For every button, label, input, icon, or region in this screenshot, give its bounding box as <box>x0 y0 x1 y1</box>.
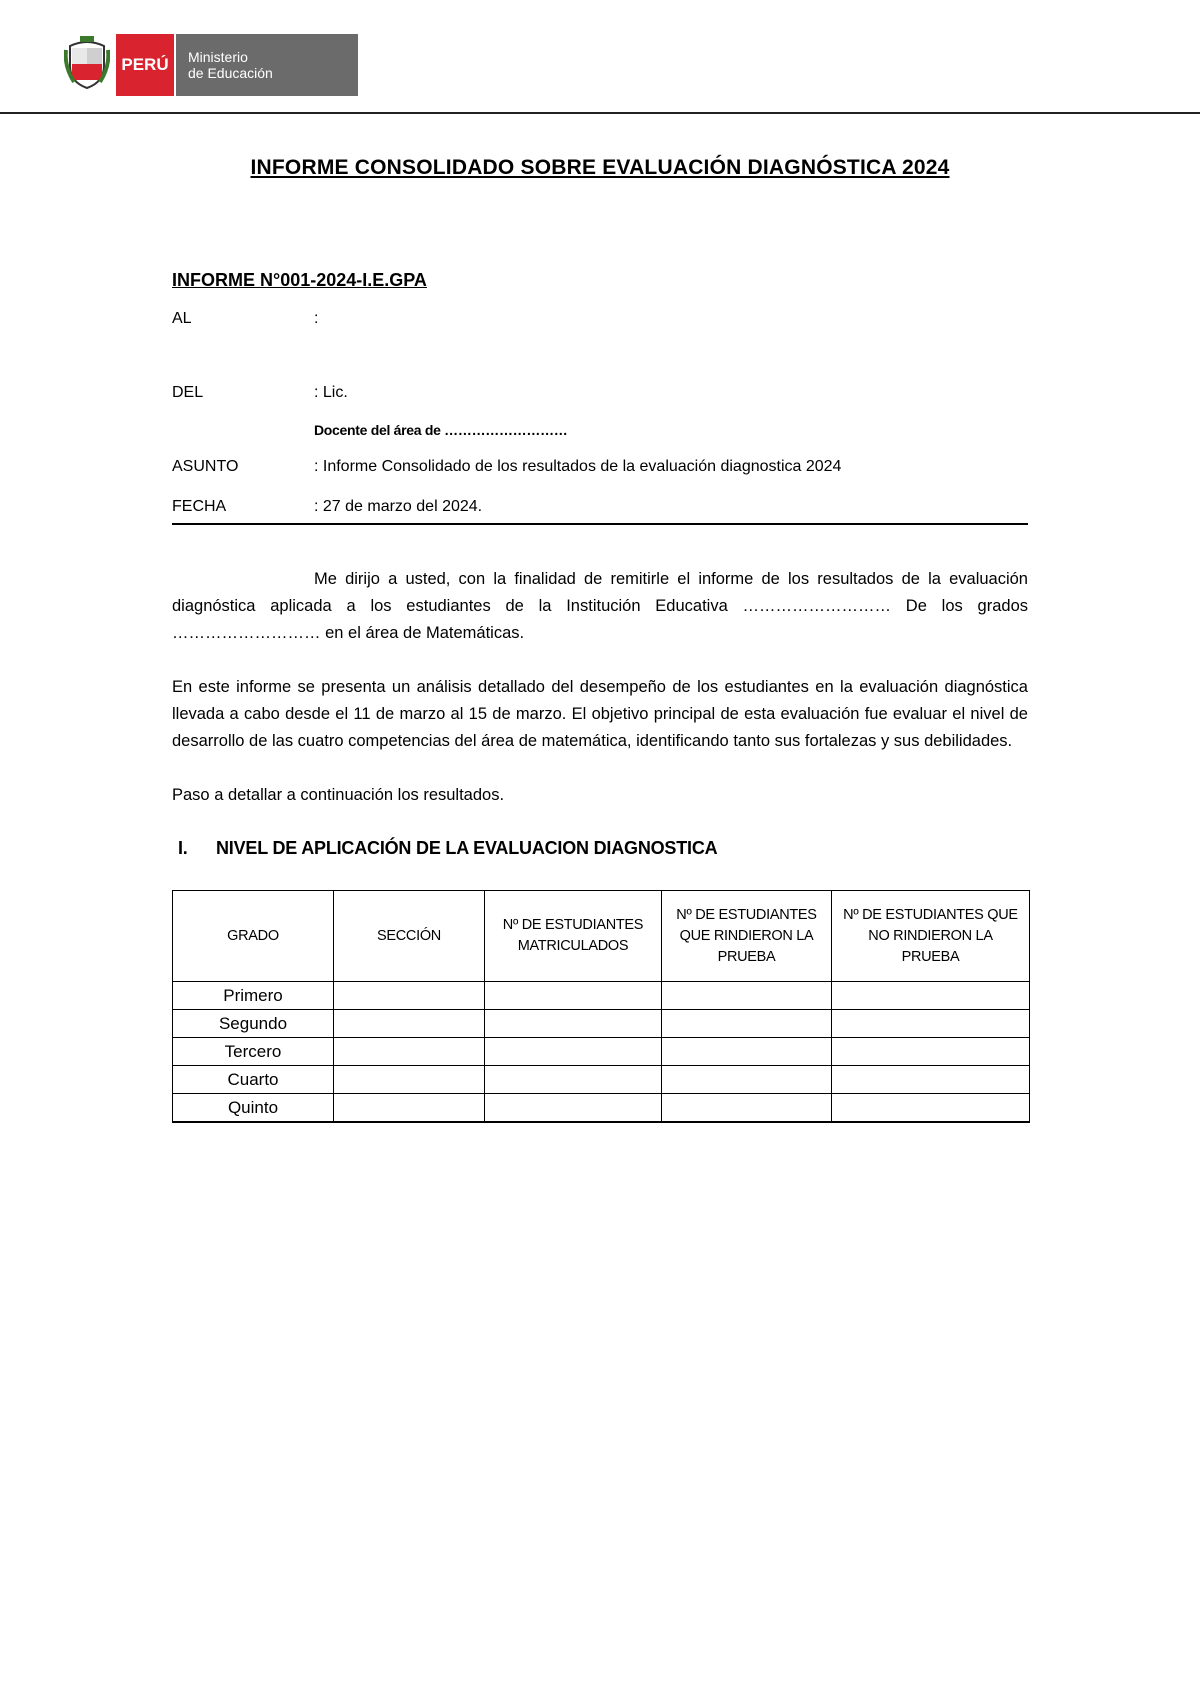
table-cell <box>832 1094 1030 1123</box>
header-no-rindieron: Nº DE ESTUDIANTES QUE NO RINDIERON LA PRUEBA <box>832 891 1030 982</box>
al-value: : <box>314 310 319 327</box>
table-cell <box>485 1094 662 1123</box>
report-number: INFORME N°001-2024-I.E.GPA <box>172 270 427 290</box>
table-cell <box>832 1038 1030 1066</box>
analysis-paragraph: En este informe se presenta un análisis detallado del desempeño de los estudiantes en la evaluación diagnóstica llevada a cabo desde el 11 de marzo al 15 de marzo. El objetivo principal de esta evaluación fue evaluar el nivel de desarrollo de las cuatro competencias del área de matemática, identificando tanto sus fortalezas y sus debilidades. <box>172 678 1028 750</box>
document-title: INFORME CONSOLIDADO SOBRE EVALUACIÓN DIAGNÓSTICA 2024 <box>250 156 950 179</box>
del-role: Docente del área de ……………………… <box>314 422 568 438</box>
table-row <box>173 1066 1030 1094</box>
ministry-label <box>176 34 358 96</box>
table-cell <box>485 1038 662 1066</box>
table-row <box>173 982 1030 1010</box>
al-label: AL <box>172 310 192 327</box>
header-grado: GRADO <box>173 891 334 982</box>
header-matriculados: Nº DE ESTUDIANTES MATRICULADOS <box>485 891 662 982</box>
table-cell <box>662 1038 832 1066</box>
memo-divider <box>172 523 1028 525</box>
fecha-value: : 27 de marzo del 2024. <box>314 498 483 515</box>
table-cell <box>334 1066 485 1094</box>
header-seccion: SECCIÓN <box>334 891 485 982</box>
grade-cell: Tercero <box>173 1038 334 1066</box>
table-row <box>173 1010 1030 1038</box>
table-cell <box>334 1094 485 1123</box>
coat-of-arms-icon <box>64 36 110 90</box>
grade-cell: Primero <box>173 982 334 1010</box>
table-row <box>173 1094 1030 1123</box>
peru-label: PERÚ <box>116 34 174 96</box>
table-cell <box>485 1010 662 1038</box>
table-cell <box>334 1010 485 1038</box>
table-cell <box>662 1066 832 1094</box>
table-cell <box>334 982 485 1010</box>
table-cell <box>832 1010 1030 1038</box>
intro-paragraph: Me dirijo a usted, con la finalidad de remitirle el informe de los resultados de la evaluación diagnóstica aplicada a los estudiantes de la Institución Educativa ……………………… De los grados ……………………… en el área de Matemáticas. <box>172 570 1028 642</box>
asunto-label: ASUNTO <box>172 458 239 475</box>
table-cell <box>485 982 662 1010</box>
application-table <box>172 890 1030 1123</box>
table-header-row <box>173 891 1030 982</box>
table-cell <box>662 1094 832 1123</box>
header-rindieron: Nº DE ESTUDIANTES QUE RINDIERON LA PRUEBA <box>662 891 832 982</box>
table-cell <box>832 1066 1030 1094</box>
table-row <box>173 1038 1030 1066</box>
closing-paragraph: Paso a detallar a continuación los resultados. <box>172 786 505 804</box>
table-cell <box>334 1038 485 1066</box>
table-cell <box>662 982 832 1010</box>
table-cell <box>662 1010 832 1038</box>
del-label: DEL <box>172 384 204 401</box>
table-cell <box>485 1066 662 1094</box>
section-number: I. <box>178 838 188 858</box>
grade-cell: Cuarto <box>173 1066 334 1094</box>
grade-cell: Quinto <box>173 1094 334 1123</box>
table-cell <box>832 982 1030 1010</box>
section-title: NIVEL DE APLICACIÓN DE LA EVALUACION DIAGNOSTICA <box>216 838 718 858</box>
asunto-value: : Informe Consolidado de los resultados de la evaluación diagnostica 2024 <box>314 458 842 475</box>
grade-cell: Segundo <box>173 1010 334 1038</box>
section-heading <box>178 838 717 859</box>
del-value: : Lic. <box>314 384 348 401</box>
header-divider <box>0 112 1200 114</box>
ministry-header <box>60 30 1160 96</box>
ministry-line-2: de Educación <box>188 65 273 81</box>
fecha-label: FECHA <box>172 498 227 515</box>
ministry-line-1: Ministerio <box>188 49 248 65</box>
